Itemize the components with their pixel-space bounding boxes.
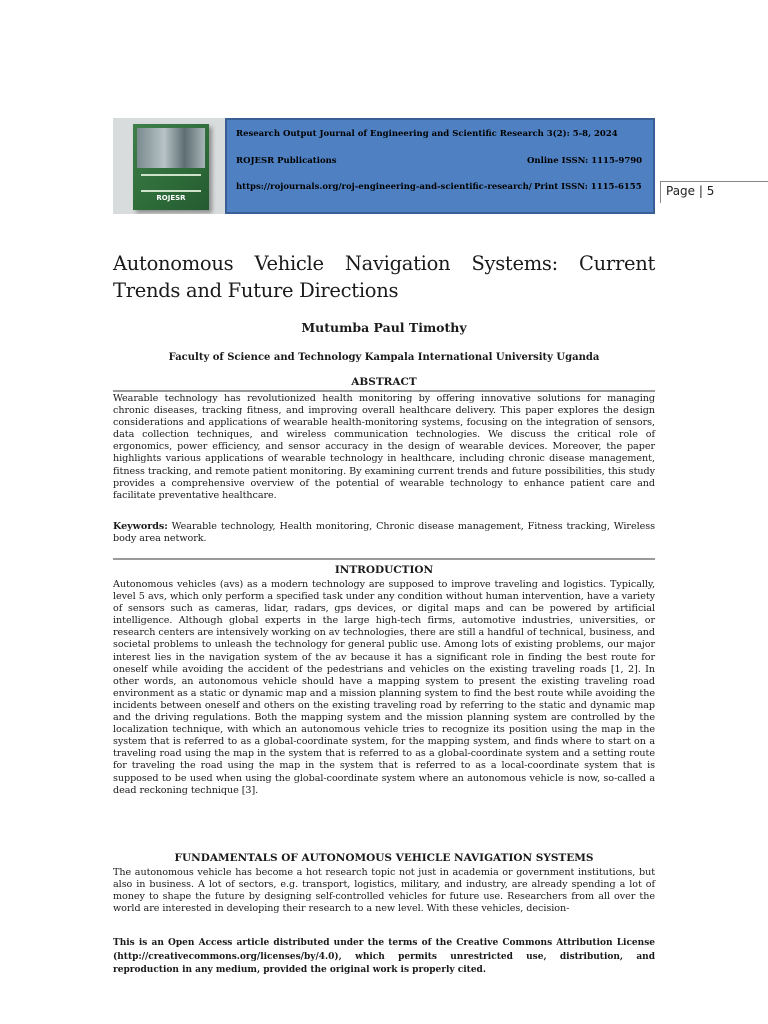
journal-cover-image [113,118,225,214]
keywords [113,521,655,545]
cover-brand: ROJESR [156,194,186,202]
author-affiliation: Faculty of Science and Technology Kampala International University Uganda [168,352,600,363]
journal-citation: Research Output Journal of Engineering and Scientific Research 3(2): 5-8, 2024 [236,129,618,139]
cover-photo [137,128,205,168]
keywords-label: Keywords: [113,521,168,532]
introduction-heading: INTRODUCTION [334,564,434,576]
page-number: Page | 5 [666,184,715,198]
cover-book [133,124,209,210]
publisher: ROJESR Publications [236,156,337,166]
print-issn: Print ISSN: 1115-6155 [534,182,642,192]
page-number-rule [660,181,768,182]
journal-banner [225,118,655,214]
introduction-text: Autonomous vehicles (avs) as a modern technology are supposed to improve traveling and logistics. Typically, level 5 avs, which only perform a specified task under any condition without human intervention, have a variety of sensors such as cameras, lidar, radars, gps devices, or digital maps and can be powered by artificial intelligence. Although global experts in the large high-tech firms, automotive industries, universities, or research centers are intensively working on av technologies, there are still a handful of technical, business, and societal problems to unleash the technology for general public use. Among lots of existing problems, our major interest lies in the navigation system of the av because it has a significant role in finding the best route for oneself while avoiding the accident of the pedestrians and vehicles on the existing traveling roads [1, 2]. In other words, an autonomous vehicle should have a mapping system to present the existing traveling road environment as a static or dynamic map and a mission planning system to find the best route while avoiding the incidents between oneself and others on the existing traveling road by referring to the static and dynamic map and the driving regulations. Both the mapping system and the mission planning system are controlled by the localization technique, with which an autonomous vehicle tries to recognize its position using the map in the system that is referred to as a global-coordinate system, for the mapping system, and finds where to start on a traveling road using the map in the system that is referred to as a global-coordinate system and a setting route for traveling the road using the map in the system that is referred to as a local-coordinate system that is supposed to be used when using the global-coordinate system where an autonomous vehicle is now, so-called a dead reckoning technique [3]. [113,579,655,796]
fundamentals-text: The autonomous vehicle has become a hot research topic not just in academia or government institutions, but also in business. A lot of sectors, e.g. transport, logistics, military, and industry, are already spending a lot of money to shape the future by designing self-controlled vehicles for future use. Researchers from all over the world are interested in developing their research to a new level. With these vehicles, decision- [113,867,655,915]
abstract-bottom-rule [113,558,655,560]
page-number-separator [660,181,661,203]
article-title: Autonomous Vehicle Navigation Systems: Current Trends and Future Directions [113,252,655,302]
fundamentals-heading: FUNDAMENTALS OF AUTONOMOUS VEHICLE NAVIGATION SYSTEMS [174,852,594,864]
online-issn: Online ISSN: 1115-9790 [527,156,643,166]
keywords-list: Wearable technology, Health monitoring, Chronic disease management, Fitness tracking, Wireless body area network. [113,521,655,545]
author-name: Mutumba Paul Timothy [301,320,467,335]
license-footer: This is an Open Access article distributed under the terms of the Creative Commons Attribution License (http://creativecommons.org/licenses/by/4.0), which permits unrestricted use, distribution, and reproduction in any medium, provided the original work is properly cited. [113,938,655,975]
abstract-text: Wearable technology has revolutionized health monitoring by offering innovative solutions for managing chronic diseases, tracking fitness, and improving overall healthcare delivery. This paper explores the design considerations and applications of wearable health-monitoring systems, focusing on the integration of sensors, data collection techniques, and wireless communication technologies. We discuss the critical role of ergonomics, power efficiency, and sensor accuracy in the design of wearable devices. Moreover, the paper highlights various applications of wearable technology in healthcare, including chronic disease management, fitness tracking, and remote patient monitoring. By examining current trends and future possibilities, this study provides a comprehensive overview of the potential of wearable technology to enhance patient care and facilitate preventative healthcare. [113,393,655,501]
journal-url[interactable]: https://rojournals.org/roj-engineering-and-scientific-research/ [236,182,532,192]
cover-title-lines [141,174,201,192]
abstract-top-rule [113,390,655,392]
abstract-heading: ABSTRACT [351,376,417,388]
